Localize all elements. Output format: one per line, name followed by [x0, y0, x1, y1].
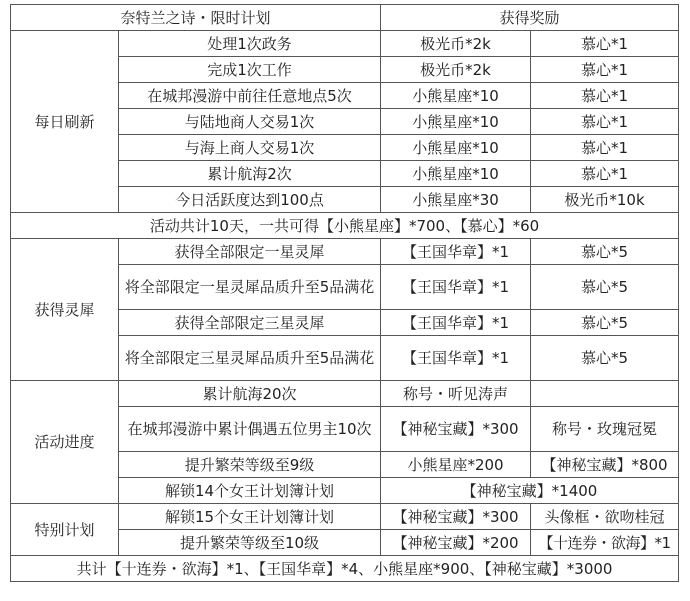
reward-cell-merged: 【神秘宝藏】*1400 [381, 478, 679, 504]
reward-cell: 【王国华章】*1 [381, 310, 531, 336]
task-cell: 提升繁荣等级至9级 [119, 452, 381, 478]
reward-table [10, 4, 679, 582]
table-row [11, 239, 679, 265]
table-row [11, 504, 679, 530]
reward-cell: 慕心*1 [531, 31, 679, 57]
task-cell: 与海上商人交易1次 [119, 135, 381, 161]
reward-cell: 小熊星座*10 [381, 135, 531, 161]
task-cell: 与陆地商人交易1次 [119, 109, 381, 135]
reward-cell: 慕心*5 [531, 310, 679, 336]
footer-row [11, 556, 679, 582]
task-cell: 处理1次政务 [119, 31, 381, 57]
reward-cell: 小熊星座*10 [381, 161, 531, 187]
reward-cell: 【神秘宝藏】*800 [531, 452, 679, 478]
task-cell: 获得全部限定三星灵犀 [119, 310, 381, 336]
total-summary: 共计【十连券・欲海】*1、【王国华章】*4、小熊星座*900、【神秘宝藏】*3000 [11, 556, 679, 582]
reward-cell: 小熊星座*10 [381, 83, 531, 109]
task-cell: 完成1次工作 [119, 57, 381, 83]
table-row [11, 31, 679, 57]
task-cell: 解锁15个女王计划簿计划 [119, 504, 381, 530]
reward-cell: 慕心*5 [531, 265, 679, 310]
reward-cell: 慕心*1 [531, 135, 679, 161]
header-row [11, 5, 679, 31]
reward-cell: 【神秘宝藏】*300 [381, 407, 531, 452]
reward-cell: 【十连券・欲海】*1 [531, 530, 679, 556]
task-cell: 解锁14个女王计划簿计划 [119, 478, 381, 504]
reward-cell: 头像框・欲吻桂冠 [531, 504, 679, 530]
daily-summary: 活动共计10天，一共可得【小熊星座】*700、【慕心】*60 [11, 213, 679, 239]
task-cell: 将全部限定三星灵犀品质升至5品满花 [119, 336, 381, 381]
reward-cell: 小熊星座*30 [381, 187, 531, 213]
task-cell: 累计航海2次 [119, 161, 381, 187]
reward-cell: 慕心*1 [531, 161, 679, 187]
reward-cell: 【王国华章】*1 [381, 265, 531, 310]
table-row [11, 381, 679, 407]
reward-cell: 【神秘宝藏】*200 [381, 530, 531, 556]
task-cell: 将全部限定一星灵犀品质升至5品满花 [119, 265, 381, 310]
reward-cell: 慕心*1 [531, 109, 679, 135]
daily-summary-row [11, 213, 679, 239]
category-daily: 每日刷新 [11, 31, 119, 213]
reward-cell: 极光币*2k [381, 57, 531, 83]
reward-cell: 称号・听见涛声 [381, 381, 531, 407]
category-special: 特别计划 [11, 504, 119, 556]
reward-cell: 【王国华章】*1 [381, 239, 531, 265]
category-lingxi: 获得灵犀 [11, 239, 119, 381]
reward-cell: 慕心*5 [531, 336, 679, 381]
reward-cell: 极光币*10k [531, 187, 679, 213]
reward-cell: 【王国华章】*1 [381, 336, 531, 381]
reward-cell: 慕心*1 [531, 83, 679, 109]
task-cell: 在城邦漫游中累计偶遇五位男主10次 [119, 407, 381, 452]
task-cell: 在城邦漫游中前往任意地点5次 [119, 83, 381, 109]
task-cell: 今日活跃度达到100点 [119, 187, 381, 213]
category-progress: 活动进度 [11, 381, 119, 504]
reward-cell: 小熊星座*10 [381, 109, 531, 135]
plan-header: 奈特兰之诗・限时计划 [11, 5, 381, 31]
task-cell: 获得全部限定一星灵犀 [119, 239, 381, 265]
reward-cell [531, 381, 679, 407]
reward-cell: 慕心*1 [531, 57, 679, 83]
task-cell: 累计航海20次 [119, 381, 381, 407]
reward-header: 获得奖励 [381, 5, 679, 31]
reward-cell: 慕心*5 [531, 239, 679, 265]
reward-cell: 【神秘宝藏】*300 [381, 504, 531, 530]
reward-cell: 小熊星座*200 [381, 452, 531, 478]
reward-cell: 极光币*2k [381, 31, 531, 57]
reward-cell: 称号・玫瑰冠冕 [531, 407, 679, 452]
task-cell: 提升繁荣等级至10级 [119, 530, 381, 556]
